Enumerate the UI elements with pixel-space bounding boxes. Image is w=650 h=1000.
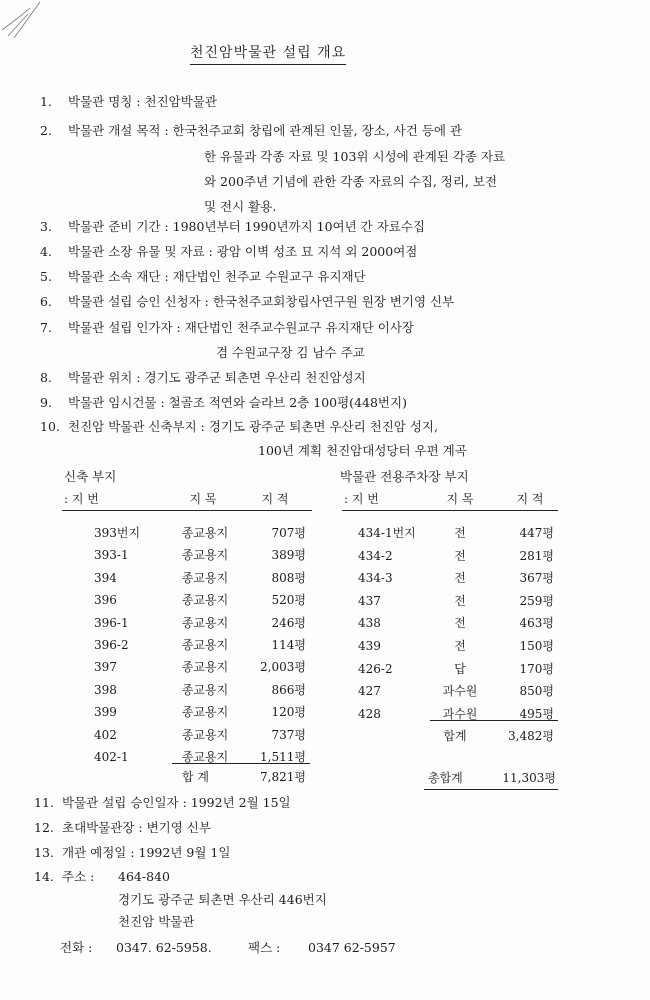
right-row-7-category: 답 bbox=[454, 661, 466, 676]
right-row-8-category: 과수원 bbox=[442, 684, 478, 699]
right-row-5-category: 전 bbox=[454, 616, 466, 631]
left-row-8-area: 866평 bbox=[271, 682, 306, 697]
item-7-line-2: 겸 수원교구장 김 남수 주교 bbox=[216, 345, 365, 360]
left-header-area: 지 적 bbox=[261, 492, 289, 506]
left-row-4-category: 종교용지 bbox=[181, 593, 229, 608]
left-row-9-lot: 399 bbox=[94, 705, 117, 720]
left-row-4-area: 520평 bbox=[271, 593, 306, 608]
left-row-11-category: 종교용지 bbox=[181, 750, 229, 764]
item-7: 7. 박물관 설립 인가자 : 재단법인 천주교수원교구 유지재단 이사장 bbox=[40, 320, 414, 335]
left-header-category: 지 목 bbox=[189, 492, 217, 506]
item-2-line-3: 와 200주년 기념에 관한 각종 자료의 수집, 정리, 보전 bbox=[204, 174, 498, 189]
corner-scribble bbox=[0, 0, 60, 40]
left-row-2-lot: 393-1 bbox=[94, 548, 129, 563]
left-header-lot: : 지 번 bbox=[64, 492, 99, 506]
left-row-2-area: 389평 bbox=[271, 548, 306, 563]
right-row-4-lot: 437 bbox=[358, 593, 381, 608]
right-row-9-area: 495평 bbox=[519, 706, 554, 721]
fax-label: 팩스 : bbox=[248, 940, 281, 955]
left-row-11-lot: 402-1 bbox=[94, 750, 129, 764]
right-row-1-area: 447평 bbox=[519, 526, 554, 540]
left-total-rule bbox=[172, 763, 310, 764]
left-row-5-area: 246평 bbox=[271, 615, 306, 630]
right-row-5-area: 463평 bbox=[519, 616, 554, 631]
phone-number: 0347. 62-5958. bbox=[116, 940, 212, 955]
item-2-line-2: 한 유물과 각종 자료 및 103위 시성에 관계된 각종 자료 bbox=[204, 149, 506, 164]
right-row-4-area: 259평 bbox=[519, 593, 554, 608]
right-row-6-lot: 439 bbox=[358, 639, 381, 653]
left-row-9-area: 120평 bbox=[271, 705, 306, 720]
right-row-8-area: 850평 bbox=[519, 684, 554, 699]
item-11: 11. 박물관 설립 승인일자 : 1992년 2월 15일 bbox=[34, 795, 291, 810]
right-row-3-lot: 434-3 bbox=[358, 571, 393, 586]
left-row-3-area: 808평 bbox=[271, 570, 306, 585]
right-row-5-lot: 438 bbox=[358, 616, 381, 631]
address-line-1: 경기도 광주군 퇴촌면 우산리 446번지 bbox=[118, 892, 327, 907]
left-row-8-lot: 398 bbox=[94, 682, 117, 697]
left-row-10-area: 737평 bbox=[271, 727, 306, 742]
right-row-1-lot: 434-1번지 bbox=[358, 526, 416, 540]
right-row-1-category: 전 bbox=[454, 526, 466, 540]
right-row-3-category: 전 bbox=[454, 571, 466, 586]
right-total-value: 3,482평 bbox=[508, 729, 554, 743]
right-row-6-category: 전 bbox=[454, 639, 466, 653]
left-row-1-category: 종교용지 bbox=[181, 526, 229, 540]
address-zip: 464-840 bbox=[118, 869, 170, 884]
left-row-3-lot: 394 bbox=[94, 570, 117, 585]
right-row-7-lot: 426-2 bbox=[358, 661, 393, 676]
left-row-7-area: 2,003평 bbox=[260, 660, 306, 675]
left-row-8-category: 종교용지 bbox=[181, 682, 229, 697]
left-total-label: 합 계 bbox=[182, 770, 209, 784]
right-header-underline bbox=[342, 510, 558, 511]
left-section-title: 신축 부지 bbox=[64, 469, 117, 484]
grand-total-label: 총합계 bbox=[428, 771, 463, 785]
right-row-8-lot: 427 bbox=[358, 684, 381, 699]
address-line-2: 천진암 박물관 bbox=[118, 914, 195, 929]
item-8: 8. 박물관 위치 : 경기도 광주군 퇴촌면 우산리 천진암성지 bbox=[40, 370, 366, 385]
left-row-1-lot: 393번지 bbox=[94, 526, 141, 540]
item-5: 5. 박물관 소속 재단 : 재단법인 천주교 수원교구 유지재단 bbox=[40, 269, 366, 284]
item-3: 3. 박물관 준비 기간 : 1980년부터 1990년까지 10여년 간 자료수집 bbox=[40, 219, 426, 234]
left-row-1-area: 707평 bbox=[271, 526, 306, 540]
left-row-5-category: 종교용지 bbox=[181, 615, 229, 630]
left-row-9-category: 종교용지 bbox=[181, 705, 229, 720]
right-total-rule bbox=[430, 720, 558, 721]
item-2-line-4: 및 전시 활용. bbox=[204, 199, 277, 214]
right-row-2-lot: 434-2 bbox=[358, 548, 393, 563]
left-row-4-lot: 396 bbox=[94, 593, 117, 608]
left-row-10-category: 종교용지 bbox=[181, 727, 229, 742]
left-row-10-lot: 402 bbox=[94, 727, 117, 742]
right-row-9-category: 과수원 bbox=[442, 706, 478, 721]
right-row-7-area: 170평 bbox=[519, 661, 554, 676]
left-row-7-category: 종교용지 bbox=[181, 660, 229, 675]
left-row-6-lot: 396-2 bbox=[94, 638, 129, 652]
right-row-2-area: 281평 bbox=[519, 548, 554, 563]
item-2: 2. 박물관 개설 목적 : 한국천주교회 창립에 관계된 인물, 장소, 사건 등에 관 bbox=[40, 123, 462, 138]
right-header-lot: : 지 번 bbox=[344, 492, 379, 506]
item-13: 13. 개관 예정일 : 1992년 9월 1일 bbox=[34, 845, 231, 860]
item-9: 9. 박물관 임시건물 : 철골조 적연와 슬라브 2층 100평(448번지) bbox=[40, 395, 407, 410]
page-title: 천진암박물관 설립 개요 bbox=[190, 42, 346, 65]
phone-label: 전화 : bbox=[60, 940, 93, 955]
left-row-11-area: 1,511평 bbox=[260, 750, 306, 764]
left-row-7-lot: 397 bbox=[94, 660, 117, 675]
right-total-label: 합계 bbox=[443, 729, 467, 743]
left-header-underline bbox=[62, 510, 312, 511]
item-12: 12. 초대박물관장 : 변기영 신부 bbox=[34, 820, 211, 835]
item-1: 1. 박물관 명칭 : 천진암박물관 bbox=[40, 94, 217, 109]
right-row-2-category: 전 bbox=[454, 548, 466, 563]
left-total-value: 7,821평 bbox=[260, 770, 306, 784]
right-header-area: 지 적 bbox=[516, 492, 544, 506]
right-section-title: 박물관 전용주차장 부지 bbox=[340, 469, 469, 484]
item-14: 14. 주소 : bbox=[34, 869, 95, 884]
left-row-6-category: 종교용지 bbox=[181, 638, 229, 652]
item-10: 10. 천진암 박물관 신축부지 : 경기도 광주군 퇴촌면 우산리 천진암 성지, bbox=[40, 419, 438, 434]
item-4: 4. 박물관 소장 유물 및 자료 : 광암 이벽 성조 묘 지석 외 2000여점 bbox=[40, 244, 418, 259]
grand-total-underline bbox=[424, 789, 558, 790]
left-row-3-category: 종교용지 bbox=[181, 570, 229, 585]
right-header-category: 지 목 bbox=[446, 492, 474, 506]
item-6: 6. 박물관 설립 승인 신청자 : 한국천주교회창립사연구원 원장 변기영 신부 bbox=[40, 294, 455, 309]
grand-total-value: 11,303평 bbox=[502, 771, 556, 785]
fax-number: 0347 62-5957 bbox=[308, 940, 396, 955]
right-row-6-area: 150평 bbox=[519, 639, 554, 653]
right-row-3-area: 367평 bbox=[519, 571, 554, 586]
right-row-9-lot: 428 bbox=[358, 706, 381, 721]
left-row-6-area: 114평 bbox=[271, 638, 306, 652]
left-row-2-category: 종교용지 bbox=[181, 548, 229, 563]
left-row-5-lot: 396-1 bbox=[94, 615, 129, 630]
right-row-4-category: 전 bbox=[454, 593, 466, 608]
address-label: 주소 : bbox=[62, 869, 95, 884]
item-10-line-2: 100년 계획 천진암대성당터 우편 계곡 bbox=[258, 443, 467, 458]
